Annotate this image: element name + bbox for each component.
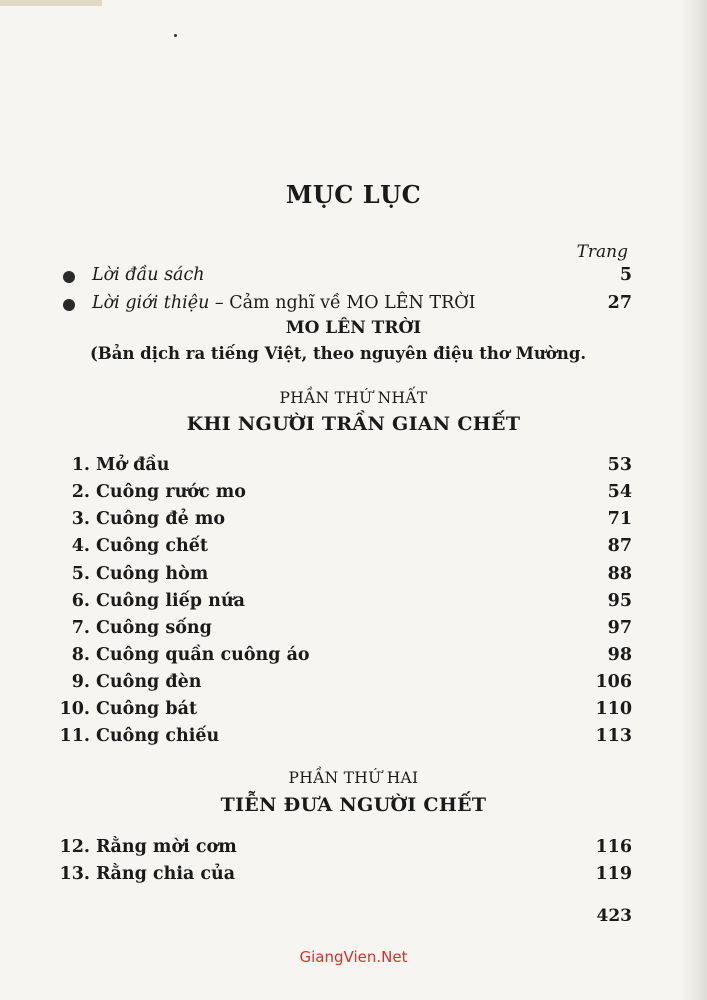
toc-item-page: 87 bbox=[607, 536, 632, 556]
toc-item-name: Cuông chiếu bbox=[96, 726, 220, 746]
toc-item-number: 7. bbox=[71, 618, 90, 638]
toc-item-page: 95 bbox=[607, 591, 632, 611]
toc-item-name: Cuông bát bbox=[96, 699, 198, 719]
toc-item-number: 3. bbox=[71, 509, 90, 529]
work-note: (Bản dịch ra tiếng Việt, theo nguyên điệu thơ Mường. bbox=[90, 344, 587, 363]
watermark-link[interactable]: GiangVien.Net bbox=[299, 948, 408, 966]
toc-item-number: 2. bbox=[71, 482, 90, 502]
toc-item-page: 98 bbox=[607, 645, 632, 665]
toc-item-number: 11. bbox=[59, 726, 90, 746]
toc-item bbox=[0, 726, 707, 750]
toc-item-name: Cuông rước mo bbox=[96, 482, 246, 502]
part-label: PHẦN THỨ NHẤT bbox=[279, 389, 428, 407]
toc-item bbox=[0, 864, 707, 888]
toc-item-number: 5. bbox=[71, 564, 90, 584]
toc-item bbox=[0, 509, 707, 533]
toc-item-name: Cuông liếp nứa bbox=[96, 591, 245, 611]
toc-item bbox=[0, 455, 707, 479]
toc-item-name: Cuông hòm bbox=[96, 564, 209, 584]
toc-item-name: Cuông đẻ mo bbox=[96, 509, 226, 529]
toc-item-number: 10. bbox=[59, 699, 90, 719]
toc-item-name: Rằng mời cơm bbox=[96, 837, 237, 857]
toc-item bbox=[0, 591, 707, 615]
toc-item-page: 97 bbox=[607, 618, 632, 638]
toc-item-page: 71 bbox=[607, 509, 632, 529]
page-number: 423 bbox=[596, 906, 632, 926]
toc-item-name: Rằng chia của bbox=[96, 864, 236, 884]
toc-item-number: 9. bbox=[71, 672, 90, 692]
toc-item-page: 116 bbox=[595, 837, 632, 857]
toc-item-number: 13. bbox=[59, 864, 90, 884]
toc-item bbox=[0, 837, 707, 861]
toc-item-number: 4. bbox=[71, 536, 90, 556]
toc-item bbox=[0, 672, 707, 696]
part-title: TIỄN ĐƯA NGƯỜI CHẾT bbox=[220, 794, 487, 816]
toc-item-page: 119 bbox=[595, 864, 632, 884]
toc-item-number: 12. bbox=[59, 837, 90, 857]
toc-item bbox=[0, 618, 707, 642]
toc-item-number: 6. bbox=[71, 591, 90, 611]
page-column-header: Trang bbox=[576, 242, 628, 262]
toc-item-name: Cuông chết bbox=[96, 536, 208, 556]
toc-item bbox=[0, 536, 707, 560]
toc-item-name: Cuông đèn bbox=[96, 672, 202, 692]
front-matter-page: 27 bbox=[607, 293, 632, 313]
toc-item-number: 1. bbox=[71, 455, 90, 475]
toc-item-page: 53 bbox=[607, 455, 632, 475]
front-matter-row bbox=[0, 293, 707, 317]
toc-item bbox=[0, 699, 707, 723]
toc-item-page: 54 bbox=[607, 482, 632, 502]
speck bbox=[174, 34, 177, 37]
toc-item-page: 106 bbox=[595, 672, 632, 692]
toc-item-name: Cuông sống bbox=[96, 618, 212, 638]
toc-item bbox=[0, 564, 707, 588]
toc-item bbox=[0, 645, 707, 669]
toc-item-page: 110 bbox=[595, 699, 632, 719]
part-title: KHI NGƯỜI TRẦN GIAN CHẾT bbox=[186, 413, 521, 435]
work-title: MO LÊN TRỜI bbox=[285, 318, 422, 338]
front-matter-label: Lời đầu sách bbox=[92, 265, 205, 285]
part-label: PHẦN THỨ HAI bbox=[288, 769, 419, 787]
bullet-icon bbox=[63, 271, 75, 283]
toc-item-name: Cuông quần cuông áo bbox=[96, 645, 310, 665]
bullet-icon bbox=[63, 299, 75, 311]
toc-item bbox=[0, 482, 707, 506]
toc-item-number: 8. bbox=[71, 645, 90, 665]
toc-item-page: 113 bbox=[595, 726, 632, 746]
front-matter-label: Lời giới thiệu – Cảm nghĩ về MO LÊN TRỜI bbox=[92, 293, 476, 313]
scan-corner-mark bbox=[0, 0, 102, 6]
toc-item-name: Mở đầu bbox=[96, 455, 170, 475]
toc-item-page: 88 bbox=[607, 564, 632, 584]
front-matter-page: 5 bbox=[619, 265, 632, 285]
page-title: MỤC LỤC bbox=[285, 180, 422, 209]
front-matter-row bbox=[0, 265, 707, 289]
